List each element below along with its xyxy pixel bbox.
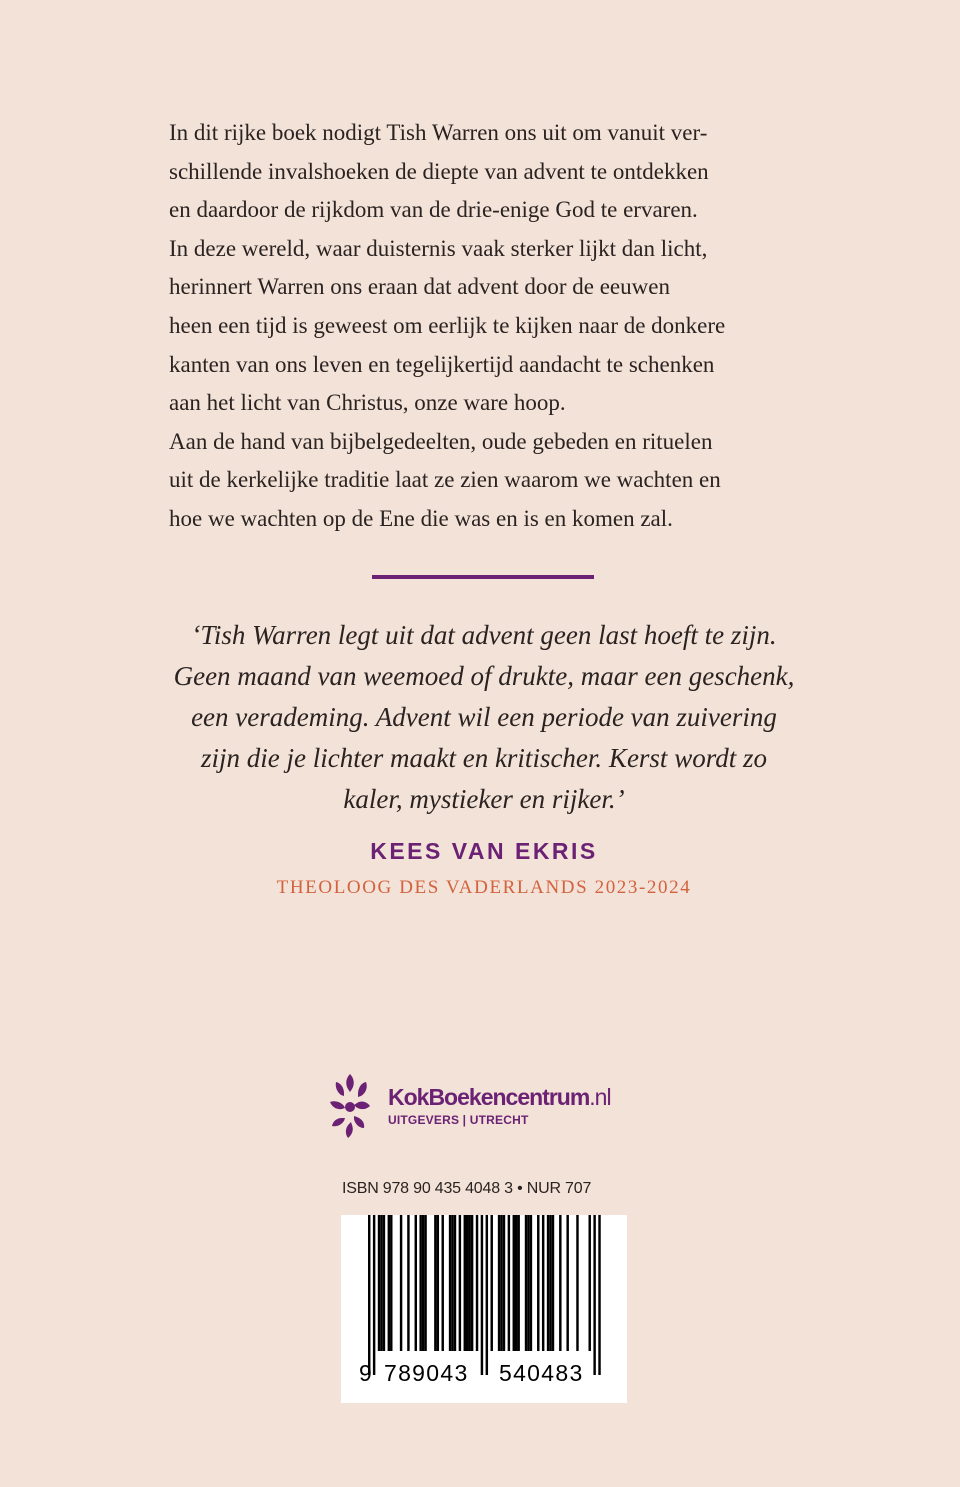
divider-rule xyxy=(372,575,594,579)
quote-author-role: THEOLOOG DES VADERLANDS 2023-2024 xyxy=(276,877,692,898)
quote-line: een verademing. Advent wil een periode van zuivering xyxy=(191,702,777,732)
barcode-bar xyxy=(449,1215,451,1351)
quote-line: kaler, mystieker en rijker.’ xyxy=(343,784,625,814)
barcode-bar xyxy=(471,1215,473,1351)
barcode-bar xyxy=(424,1215,426,1351)
barcode-bar xyxy=(459,1215,461,1351)
barcode-bar xyxy=(434,1215,436,1351)
blurb-line: schillende invalshoeken de diepte van advent te ontdekken xyxy=(169,158,709,184)
barcode-bar xyxy=(451,1215,453,1351)
blurb-line: aan het licht van Christus, onze ware hoop. xyxy=(169,390,566,416)
barcode-bar xyxy=(419,1215,421,1351)
barcode-bar xyxy=(378,1215,380,1351)
quote-line: ‘Tish Warren legt uit dat advent geen last hoeft te zijn. xyxy=(191,620,777,650)
barcode-bar xyxy=(500,1215,502,1351)
barcode-bar xyxy=(466,1215,468,1351)
barcode-bar xyxy=(530,1215,532,1351)
publisher-name-text: KokBoekencentrum xyxy=(388,1084,590,1110)
barcode-guard-bar xyxy=(373,1215,375,1375)
blurb-line: heen een tijd is geweest om eerlijk te kijken naar de donkere xyxy=(169,312,726,338)
barcode-bar xyxy=(527,1215,529,1351)
barcode-bar xyxy=(552,1215,554,1351)
barcode-bar xyxy=(468,1215,470,1351)
publisher-tld: .nl xyxy=(589,1084,611,1110)
barcode-bar xyxy=(388,1215,390,1351)
quote-line: zijn die je lichter maakt en kritischer. Kerst wordt zo xyxy=(201,743,767,773)
barcode-bar xyxy=(566,1215,568,1351)
isbn-line: ISBN 978 90 435 4048 3 • NUR 707 xyxy=(342,1180,592,1197)
blurb-line: hoe we wachten op de Ene die was en is en komen zal. xyxy=(169,505,673,531)
publisher-subtitle: UITGEVERS | UTRECHT xyxy=(388,1113,529,1127)
endorsement-quote xyxy=(150,615,818,820)
barcode-bar xyxy=(547,1215,549,1351)
barcode-digit-first: 9 xyxy=(359,1360,374,1386)
barcode-bar xyxy=(476,1215,478,1351)
barcode-bar xyxy=(508,1215,510,1351)
barcode-bar xyxy=(498,1215,500,1351)
barcode-bar xyxy=(517,1215,519,1351)
kok-star-icon xyxy=(328,1072,372,1140)
barcode-bar xyxy=(589,1215,591,1351)
barcode-bar xyxy=(442,1215,444,1351)
barcode-guard-bar xyxy=(593,1215,595,1375)
back-cover-blurb xyxy=(169,114,809,539)
barcode-digits-right: 540483 xyxy=(499,1360,584,1386)
barcode-bar xyxy=(380,1215,382,1351)
barcode-bar xyxy=(542,1215,544,1351)
barcode-bar xyxy=(422,1215,424,1351)
quote-author: KEES VAN EKRIS xyxy=(370,838,598,864)
blurb-line: In deze wereld, waar duisternis vaak sterker lijkt dan licht, xyxy=(169,235,708,261)
barcode-digits-left: 789043 xyxy=(384,1360,469,1386)
barcode-bar xyxy=(400,1215,402,1351)
blurb-line: kanten van ons leven en tegelijkertijd aandacht te schenken xyxy=(169,351,715,377)
barcode-guard-bar xyxy=(368,1215,370,1375)
publisher-logo xyxy=(328,1072,648,1142)
blurb-line: uit de kerkelijke traditie laat ze zien waarom we wachten en xyxy=(169,467,721,493)
barcode-bar xyxy=(549,1215,551,1351)
blurb-line: en daardoor de rijkdom van de drie-enige God te ervaren. xyxy=(169,197,698,223)
blurb-line: In dit rijke boek nodigt Tish Warren ons uit om vanuit ver- xyxy=(169,120,708,145)
barcode-guard-bar xyxy=(598,1215,600,1375)
publisher-name xyxy=(388,1084,611,1111)
barcode-guard-bar xyxy=(481,1215,483,1375)
barcode-bar xyxy=(576,1215,578,1351)
barcode-guard-bar xyxy=(486,1215,488,1375)
quote-line: Geen maand van weemoed of drukte, maar een geschenk, xyxy=(173,661,795,691)
barcode-bar xyxy=(415,1215,417,1351)
barcode-bar xyxy=(383,1215,385,1351)
blurb-line: Aan de hand van bijbelgedeelten, oude gebeden en rituelen xyxy=(169,428,713,454)
barcode-bar xyxy=(390,1215,392,1351)
barcode-bar xyxy=(437,1215,439,1351)
barcode-bar xyxy=(559,1215,561,1351)
barcode-bar xyxy=(491,1215,493,1351)
barcode-bar xyxy=(537,1215,539,1351)
barcode-bar xyxy=(407,1215,409,1351)
barcode-bar xyxy=(503,1215,505,1351)
barcode-bar xyxy=(454,1215,456,1351)
barcode-bar xyxy=(515,1215,517,1351)
blurb-line: herinnert Warren ons eraan dat advent door de eeuwen xyxy=(169,274,670,300)
barcode-bar xyxy=(525,1215,527,1351)
barcode-bar xyxy=(464,1215,466,1351)
barcode-bar xyxy=(513,1215,515,1351)
